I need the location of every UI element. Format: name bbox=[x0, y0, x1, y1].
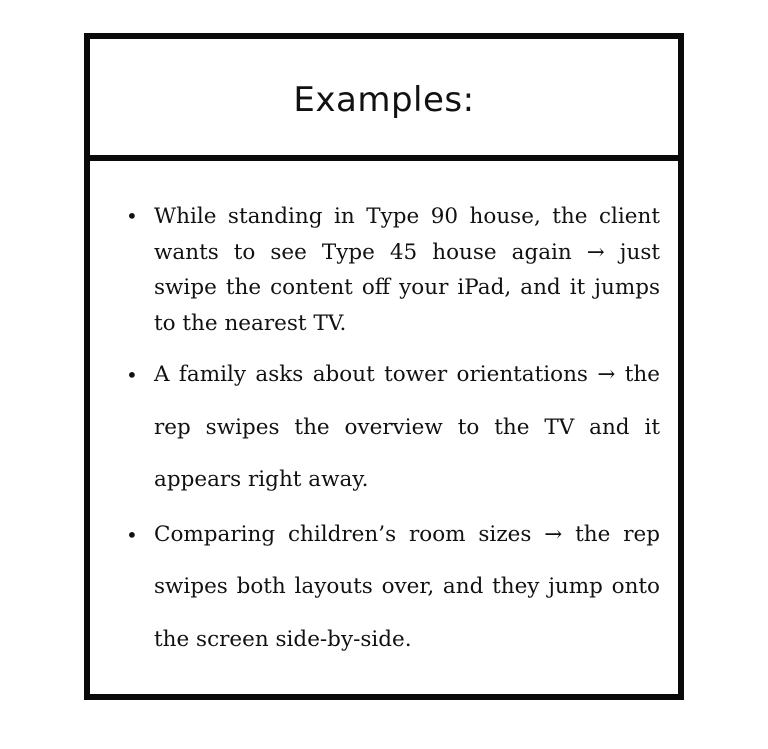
examples-card bbox=[84, 33, 684, 700]
list-item-text: Comparing children’s room sizes → the rep swipes both layouts over, and they jump onto the screen side-by-side. bbox=[154, 521, 660, 652]
list-item bbox=[118, 509, 660, 667]
card-body bbox=[90, 161, 678, 666]
card-title: Examples: bbox=[293, 80, 475, 120]
list-item bbox=[118, 199, 660, 341]
list-item-text: While standing in Type 90 house, the client wants to see Type 45 house again → just swipe the content off your iPad, and it jumps to the nearest TV. bbox=[154, 204, 660, 336]
list-item bbox=[118, 349, 660, 507]
bullet-icon: • bbox=[126, 522, 138, 547]
card-header bbox=[90, 39, 678, 161]
list-item-text: A family asks about tower orientations → the rep swipes the overview to the TV and it appears right away. bbox=[154, 362, 660, 492]
bullet-icon: • bbox=[126, 363, 138, 387]
bullet-icon: • bbox=[126, 204, 138, 228]
examples-list bbox=[118, 199, 660, 666]
